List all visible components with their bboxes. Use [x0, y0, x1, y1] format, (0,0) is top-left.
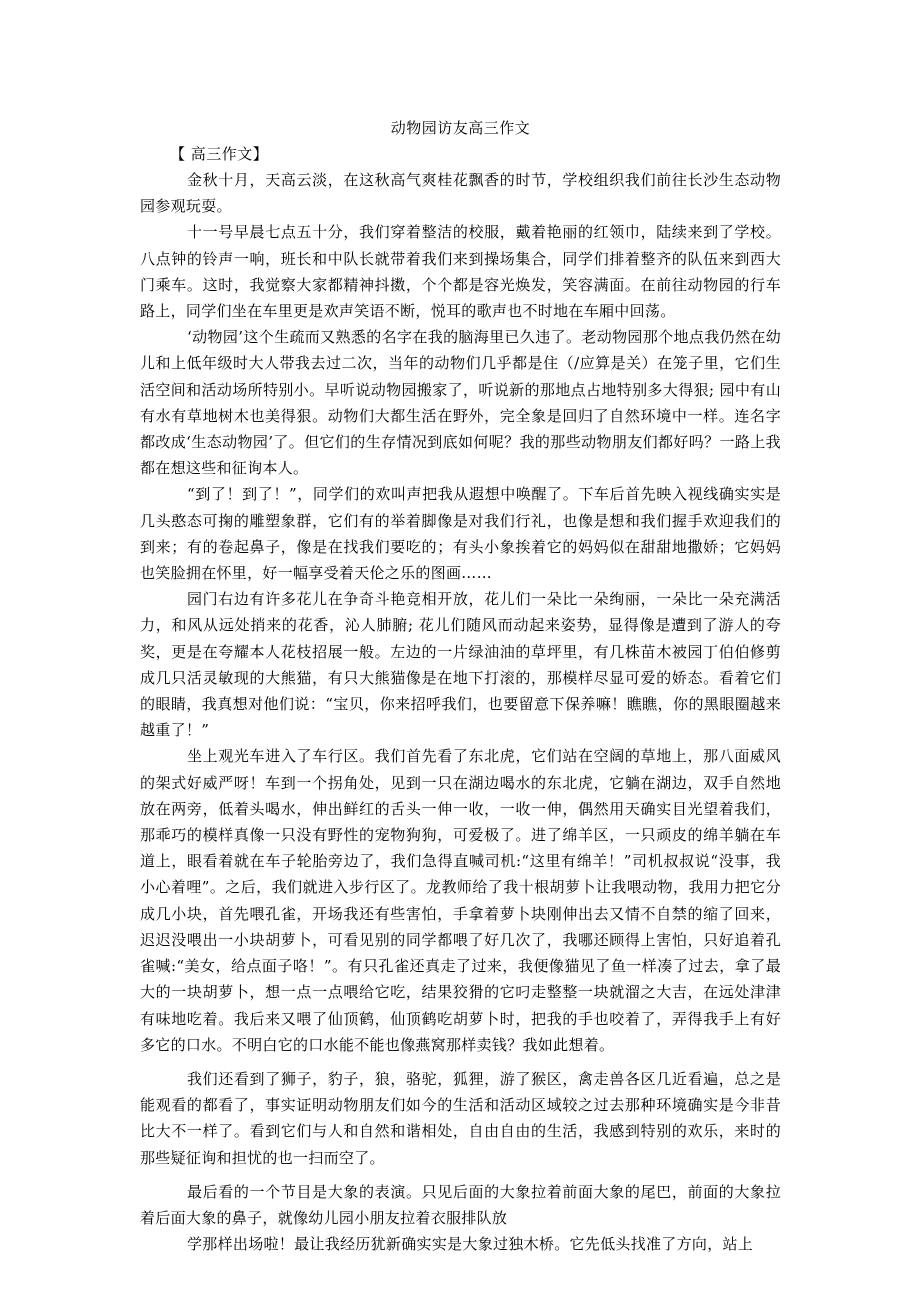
- paragraph: 金秋十月，天高云淡，在这秋高气爽桂花飘香的时节，学校组织我们前往长沙生态动物园参观玩耍。: [140, 171, 781, 216]
- paragraph: ‘动物园’这个生疏而又熟悉的名字在我的脑海里已久违了。老动物园那个地点我仍然在幼儿和上低年级时大人带我去过二次，当年的动物们几乎都是住（/应算是关）在笼子里，它们生活空间和活动场所特别小。早听说动物园搬家了，听说新的那地点占地特别多大得狠; 园中有山有水有草地树木也美得狠。动物们大都生活在野外，完全象是回归了自然环境中一样。连名字都改成‘生态动物园’了。但它们的生存情况到底如何呢？我的那些动物朋友们都好吗？一路上我都在想这些和征询本人。: [140, 328, 781, 478]
- paragraph: “到了！到了！”，同学们的欢叫声把我从遐想中唤醒了。下车后首先映入视线确实实是几头憨态可掬的雕塑象群，它们有的举着脚像是对我们行礼，也像是想和我们握手欢迎我们的到来；有的卷起鼻子，像是在找我们要吃的；有头小象挨着它的妈妈似在甜甜地撒娇；它妈妈也笑脸拥在怀里，好一幅享受着天伦之乐的图画……: [140, 485, 781, 583]
- page-title: 动物园访友高三作文: [390, 119, 531, 137]
- category-tag: 【 高三作文】: [170, 145, 269, 163]
- paragraph: 坐上观光车进入了车行区。我们首先看了东北虎，它们站在空阔的草地上，那八面威风的架式好威严呀！车到一个拐角处，见到一只在湖边喝水的东北虎，它躺在湖边，双手自然地放在两旁，低着头喝水，伸出鲜红的舌头一伸一收，一收一伸，偶然用天确实目光望着我们，那乖巧的模样真像一只没有野性的宠物狗狗，可爱极了。进了绵羊区，一只顽皮的绵羊躺在车道上，眼看着就在车子轮胎旁边了，我们急得直喊司机:“这里有绵羊！”司机叔叔说“没事，我小心着哩”。之后，我们就进入步行区了。龙教师给了我十根胡萝卜让我喂动物，我用力把它分成几小块，首先喂孔雀，开场我还有些害怕，手拿着萝卜块刚伸出去又情不自禁的缩了回来，迟迟没喂出一小块胡萝卜，可看见别的同学都喂了好几次了，我哪还顾得上害怕，只好追着孔雀喊:“美女，给点面子咯！”。有只孔雀还真走了过来，我便像猫见了鱼一样凑了过去，拿了最大的一块胡萝卜，想一点一点喂给它吃，结果狡猾的它叼走整整一块就溜之大吉，在远处津津有味地吃着。我后来又喂了仙顶鹤，仙顶鹤吃胡萝卜时，把我的手也咬着了，弄得我手上有好多它的口水。不明白它的口水能不能也像燕窝那样卖钱？我如此想着。: [140, 747, 781, 1054]
- paragraph: 我们还看到了狮子，豹子，狼，骆驼，狐狸，游了猴区，禽走兽各区几近看遍，总之是能观看的都看了，事实证明动物朋友们如今的生活和活动区域较之过去那种环境确实是今非昔比大不一样了。看到它们与人和自然和谐相处，自由自由的生活，我感到特别的欢乐，来时的那些疑征询和担忧的也一扫而空了。: [140, 1069, 781, 1167]
- paragraph: 十一号早晨七点五十分，我们穿着整洁的校服，戴着艳丽的红领巾，陆续来到了学校。八点钟的铃声一响，班长和中队长就带着我们来到操场集合，同学们排着整齐的队伍来到西大门乘车。这时，我觉察大家都精神抖擞，个个都是容光焕发，笑容满面。在前往动物园的行车路上，同学们坐在车里更是欢声笑语不断，悦耳的歌声也不时地在车厢中回荡。: [140, 223, 781, 321]
- paragraph: 学那样出场啦！最让我经历犹新确实实是大象过独木桥。它先低头找准了方向，站上: [187, 1235, 754, 1254]
- paragraph: 园门右边有许多花儿在争奇斗艳竞相开放，花儿们一朵比一朵绚丽，一朵比一朵充满活力，和风从远处捎来的花香，沁人肺腑; 花儿们随风而动起来姿势，显得像是遭到了游人的夸奖，更是在夸耀本人花枝招展一般。左边的一片绿油油的草坪里，有几株苗木被园丁伯伯修剪成几只活灵敏现的大熊猫，有只大熊猫像是在地下打滚的，那模样尽显可爱的娇态。看着它们的眼睛，我真想对他们说：“宝贝，你来招呼我们，也要留意下保养嘛！瞧瞧，你的黑眼圈越来越重了！”: [140, 590, 781, 740]
- document-body: [140, 115, 781, 1257]
- paragraph: 最后看的一个节目是大象的表演。只见后面的大象拉着前面大象的尾巴，前面的大象拉着后面大象的鼻子，就像幼儿园小朋友拉着衣服排队放: [140, 1182, 781, 1227]
